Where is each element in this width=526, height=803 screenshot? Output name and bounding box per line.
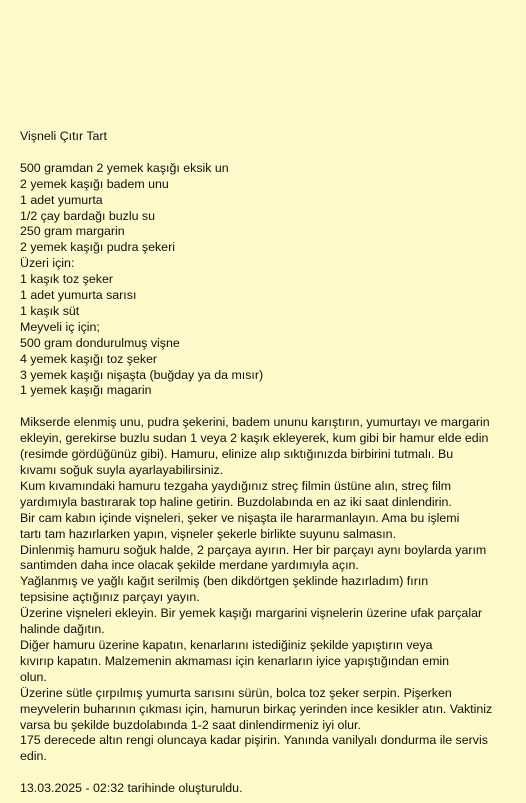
instruction-line: tepsisine açtığınız parçayı yayın. — [20, 590, 200, 605]
recipe-title: Vişneli Çıtır Tart — [20, 129, 107, 143]
instruction-line: kıvamı soğuk suyla ayarlayabilirsiniz. — [20, 463, 224, 477]
instruction-line: Üzerine vişneleri ekleyin. Bir yemek kaşığı margarini vişnelerin üzerine ufak parçalar — [20, 606, 483, 621]
instruction-line: kıvırıp kapatın. Malzemenin akmaması için kenarların iyice yapıştığından emin — [20, 653, 450, 668]
recipe-document — [20, 129, 520, 797]
instruction-line: Üzerine sütle çırpılmış yumurta sarısını sürün, bolca toz şeker serpin. Pişerken — [20, 685, 452, 700]
instruction-line: edin. — [20, 749, 47, 764]
spacer — [20, 145, 520, 161]
instruction-line: varsa bu şekilde buzdolabında 1-2 saat dinlendirmeniz iyi olur. — [20, 717, 361, 732]
ingredient-line: 1 adet yumurta — [20, 192, 103, 207]
ingredient-line: 1/2 çay bardağı buzlu su — [20, 208, 156, 223]
ingredient-line: 250 gram margarin — [20, 224, 125, 239]
ingredients-list — [20, 161, 520, 400]
instruction-line: Diğer hamuru üzerine kapatın, kenarlarını istediğiniz şekilde yapıştırın veya — [20, 637, 433, 652]
ingredient-line: 2 yemek kaşığı pudra şekeri — [20, 240, 175, 255]
ingredient-line: 4 yemek kaşığı toz şeker — [20, 351, 158, 366]
instruction-line: Yağlanmış ve yağlı kağıt serilmiş (ben dikdörtgen şeklinde hazırladım) fırın — [20, 574, 429, 589]
instruction-line: Dinlenmiş hamuru soğuk halde, 2 parçaya ayırın. Her bir parçayı aynı boylarda yarım — [20, 542, 487, 557]
ingredient-line: 1 adet yumurta sarısı — [20, 288, 137, 303]
instruction-line: (resimde gördüğünüz gibi). Hamuru, elinize alıp sıktığınızda birbirini tutmalı. Bu — [20, 447, 454, 462]
instruction-line: yardımıyla bastırarak top haline getirin. Buzdolabında en az iki saat dinlendirin. — [20, 494, 452, 509]
ingredient-line: 2 yemek kaşığı badem unu — [20, 176, 169, 191]
instruction-line: tartı tam hazırlarken yapın, vişneler şekerle birlikte suyunu salmasın. — [20, 526, 397, 541]
ingredient-line: Üzeri için: — [20, 256, 75, 271]
instruction-line: ekleyin, gerekirse buzlu sudan 1 veya 2 kaşık ekleyerek, kum gibi bir hamur elde edin — [20, 431, 489, 446]
ingredient-line: 1 yemek kaşığı magarin — [20, 383, 152, 398]
instruction-line: halinde dağıtın. — [20, 622, 105, 637]
ingredient-line: 500 gramdan 2 yemek kaşığı eksik un — [20, 160, 229, 175]
instructions-text — [20, 415, 520, 765]
ingredient-line: 1 kaşık süt — [20, 303, 80, 318]
instruction-line: Mikserde elenmiş unu, pudra şekerini, badem ununu karıştırın, yumurtayı ve margarin — [20, 415, 490, 430]
instruction-line: meyvelerin buharının çıkması için, hamurun birkaç yerinden ince kesikler atın. Vaktiniz — [20, 701, 493, 716]
created-footer: 13.03.2025 - 02:32 tarihinde oluşturuldu. — [20, 781, 243, 796]
spacer — [20, 399, 520, 415]
ingredient-line: 3 yemek kaşığı nişaşta (buğday ya da mısır) — [20, 367, 264, 382]
instruction-line: Kum kıvamındaki hamuru tezgaha yaydığınız streç filmin üstüne alın, streç film — [20, 478, 452, 493]
ingredient-line: 500 gram dondurulmuş vişne — [20, 335, 180, 350]
instruction-line: santimden daha ince olacak şekilde merdane yardımıyla açın. — [20, 558, 359, 573]
instruction-line: olun. — [20, 669, 47, 684]
instruction-line: Bir cam kabın içinde vişneleri, şeker ve nişaşta ile hararmanlayın. Ama bu işlemi — [20, 510, 460, 525]
ingredient-line: Meyveli iç için; — [20, 319, 100, 334]
ingredient-line: 1 kaşık toz şeker — [20, 272, 113, 287]
spacer — [20, 765, 520, 781]
instruction-line: 175 derecede altın rengi oluncaya kadar pişirin. Yanında vanilyalı dondurma ile servis — [20, 733, 488, 748]
